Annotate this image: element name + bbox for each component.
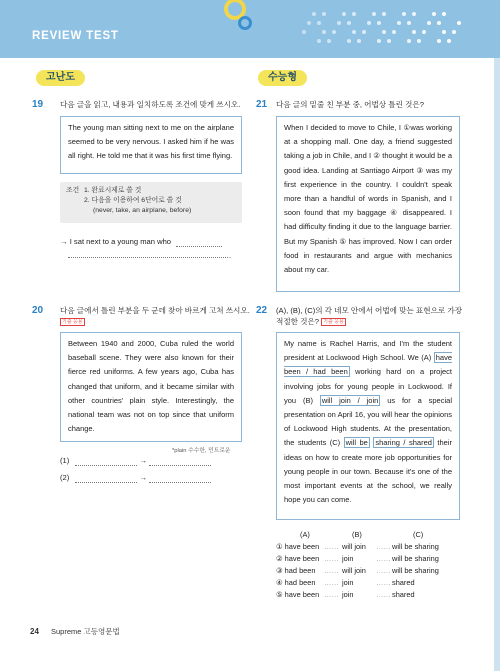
question-20-prompt-text: 다음 글에서 틀린 부분을 두 군데 찾아 바르게 고쳐 쓰시오. [60,306,250,315]
dot-decoration [317,39,321,43]
dot-decoration [322,12,326,16]
dot-decoration [452,30,456,34]
option-1[interactable] [276,542,460,554]
option-4-a: ④ had been [276,578,316,587]
question-22-passage [284,337,452,507]
question-20-source-tag: 기출 응용 [62,319,83,325]
dot-decoration [372,12,376,16]
condition-label: 조건 [66,187,80,194]
dot-decoration [437,39,441,43]
question-number-21: 21 [256,99,268,110]
section-tag-exam: 수능형 [258,70,307,86]
separator: …… [376,590,391,599]
dot-decoration [457,21,461,25]
page-number: 24 [30,627,39,636]
answer-1-arrow: → [139,456,148,465]
dot-decoration [332,30,336,34]
dot-pattern-decoration [302,12,472,48]
question-20-passage-box [60,332,242,442]
dot-decoration [432,12,436,16]
option-2-a: ② have been [276,554,320,563]
option-3[interactable] [276,566,460,578]
separator: …… [324,542,339,551]
page-title: REVIEW TEST [32,30,119,42]
dot-decoration [392,30,396,34]
question-19-passage: The young man sitting next to me on the airplane seemed to be very nervous. I asked him if he was all right. He told me that it was his first time flying. [68,123,234,161]
option-4-c: shared [392,578,415,587]
dot-decoration [327,39,331,43]
option-2[interactable] [276,554,460,566]
answer-2-correct-blank[interactable] [149,482,211,483]
question-20-passage: Between 1940 and 2000, Cuba ruled the world baseball scene. They were also known for their fierce red uniforms. A few years ago, Cuba has changed that uniform, and it became similar with other countries' plain style. Interestingly, the national team was not on top since that uniform change. [68,339,234,434]
dot-decoration [362,30,366,34]
question-21-prompt: 다음 글의 밑줄 친 부분 중, 어법상 틀린 것은? [276,100,424,109]
option-3-c: will be sharing [392,566,439,575]
option-2-c: will be sharing [392,554,439,563]
choice-box-b: will join / join [321,395,379,405]
answer-2-label: (2) [60,473,70,482]
separator: …… [376,542,391,551]
question-20-prompt [60,305,250,327]
dot-decoration [407,21,411,25]
dot-decoration [412,30,416,34]
dot-decoration [302,30,306,34]
question-number-22: 22 [256,305,268,316]
question-21-passage: When I decided to move to Chile, I ①was working at a shopping mall. One day, a friend suggested taking a job in Chile, and I ② thought it would be a good idea. Landing at Santiago Airport ③ was my first experience in the country. I couldn't speak more than a handful of words in Spanish, and I soon found that my baggage ④ disappeared. I had difficulty finding it due to the language barrier. But my Spanish ⑤ has improved. Now I can order food in restaurants and argue with mechanics about my car. [284,123,452,275]
page-footer [30,626,120,637]
question-20-answer-1 [60,455,250,466]
separator: …… [376,566,391,575]
dot-decoration [427,21,431,25]
choice-box-c-line1: will be [345,438,368,448]
dot-decoration [342,12,346,16]
dot-decoration [402,12,406,16]
header-b: (B) [352,530,362,539]
option-5-c: shared [392,590,415,599]
question-19-conditions [60,182,242,223]
question-19-answer-line [60,236,245,247]
passage-22-part1: My name is Rachel Harris, and I'm the student president at Lockwood High School. We (A) [284,339,452,363]
separator: …… [324,590,339,599]
answer-1-wrong-blank[interactable] [75,465,137,466]
dot-decoration [437,21,441,25]
question-19-passage-box [60,116,242,174]
separator: …… [324,566,339,575]
dot-decoration [322,30,326,34]
dot-decoration [412,12,416,16]
question-19-prompt: 다음 글을 읽고, 내용과 일치하도록 조건에 맞게 쓰시오. [60,100,241,109]
dot-decoration [387,39,391,43]
question-22-source-tag: 기출 응용 [323,319,344,325]
question-20-footnote: *plain 수수한, 민트로운 [172,448,231,454]
dot-decoration [407,39,411,43]
condition-1: 1. 완료시제로 쓸 것 [84,187,142,194]
separator: …… [376,554,391,563]
option-1-c: will be sharing [392,542,439,551]
option-1-a: ① have been [276,542,320,551]
answer-2-arrow: → [139,473,148,482]
header-c: (C) [413,530,424,539]
dot-decoration [347,21,351,25]
answer-1-label: (1) [60,456,70,465]
condition-2: 2. 다음을 이용하여 6단어로 쓸 것 [84,197,182,204]
option-3-b: will join [342,566,366,575]
answer-period: . [229,251,232,260]
option-4[interactable] [276,578,460,590]
answer-blank-1[interactable] [176,246,222,247]
dot-decoration [382,30,386,34]
dot-decoration [442,12,446,16]
question-number-20: 20 [32,305,44,316]
dot-decoration [307,21,311,25]
dot-decoration [352,30,356,34]
option-4-b: join [342,578,354,587]
separator: …… [324,554,339,563]
choice-box-a: have been / had been [284,353,453,377]
question-22-prompt-line2: 적절한 것은? [276,317,320,326]
option-5[interactable] [276,590,460,602]
dot-decoration [377,39,381,43]
passage-22-part3: us for a special presentation on April 16, you will hear the opinions of Lockwood High students. At the presentation, the students (C) [284,395,452,448]
header-a: (A) [300,530,310,539]
question-22-options [276,530,460,602]
dot-decoration [357,39,361,43]
dot-decoration [377,21,381,25]
dot-decoration [422,30,426,34]
answer-blank-2[interactable] [68,248,228,258]
question-20-answer-2 [60,472,250,483]
separator: …… [324,578,339,587]
option-5-b: join [342,590,354,599]
dot-decoration [447,39,451,43]
passage-22-part4: their ideas on how to create more job opportunities for young people in our town. Because it's one of the most important events at the school, we really hope you can come. [284,438,452,505]
dot-decoration [337,21,341,25]
dot-decoration [347,39,351,43]
dot-decoration [417,39,421,43]
answer-prefix: → I sat next to a young man who [60,237,172,246]
choice-box-c-line2: sharing / shared [375,438,432,448]
option-2-b: join [342,554,354,563]
question-21-passage-box [276,116,460,292]
answer-2-wrong-blank[interactable] [75,482,137,483]
dot-decoration [352,12,356,16]
dot-decoration [367,21,371,25]
answer-1-correct-blank[interactable] [149,465,211,466]
side-strip [494,58,500,671]
question-22-prompt-line1: (A), (B), (C)의 각 네모 안에서 어법에 맞는 표현으로 가장 [276,306,463,315]
question-22-prompt [276,305,486,327]
passage-22-part2: working hard on a project involving jobs for young people in Lockwood. If you (B) [284,367,453,405]
condition-3: (never, take, an airplane, before) [93,207,192,214]
blue-ring-decoration [238,16,252,30]
dot-decoration [442,30,446,34]
separator: …… [376,578,391,587]
question-number-19: 19 [32,99,44,110]
dot-decoration [312,12,316,16]
option-1-b: will join [342,542,366,551]
question-22-passage-box [276,332,460,520]
dot-decoration [397,21,401,25]
option-3-a: ③ had been [276,566,316,575]
option-5-a: ⑤ have been [276,590,320,599]
dot-decoration [382,12,386,16]
options-header-row [276,530,460,542]
section-tag-difficult: 고난도 [36,70,85,86]
book-title: Supreme 고등영문법 [51,627,120,636]
dot-decoration [317,21,321,25]
